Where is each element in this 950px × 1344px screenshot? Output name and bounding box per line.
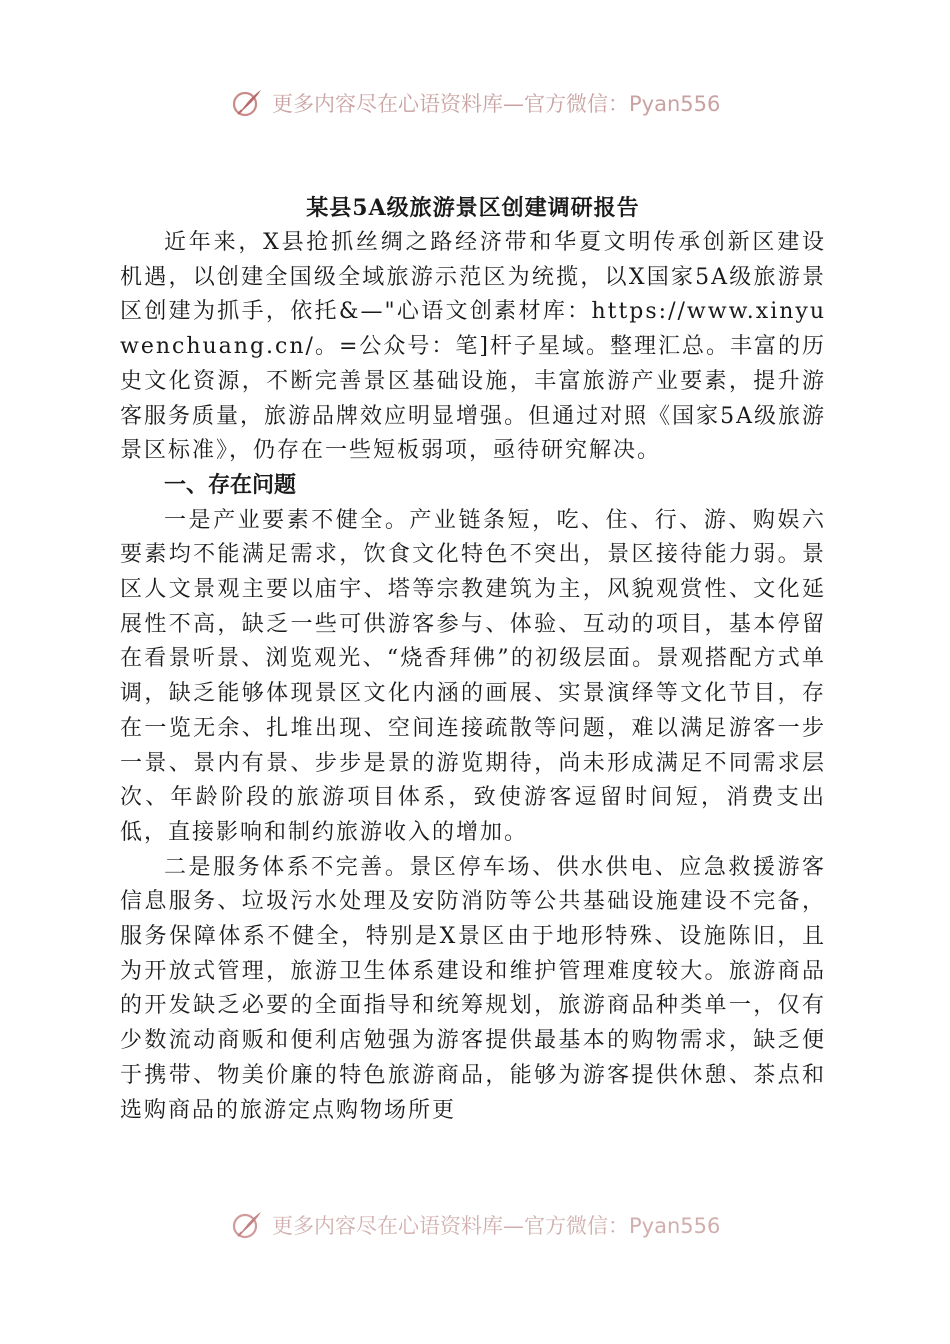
quill-logo-icon xyxy=(230,86,264,120)
intro-paragraph: 近年来，X县抢抓丝绸之路经济带和华夏文明传承创新区建设机遇，以创建全国级全域旅游示范区为统揽，以X国家5A级旅游景区创建为抓手，依托&—"心语文创素材库：https://www.xinyuwenchuang.cn/。=公众号：笔]杆子星域。整理汇总。丰富的历史文化资源，不断完善景区基础设施，丰富旅游产业要素，提升游客服务质量，旅游品牌效应明显增强。但通过对照《国家5A级旅游景区标准》，仍存在一些短板弱项，亟待研究解决。 xyxy=(120,230,826,464)
paragraph-industry-elements: 一是产业要素不健全。产业链条短，吃、住、行、游、购娱六要素均不能满足需求，饮食文化特色不突出，景区接待能力弱。景区人文景观主要以庙宇、塔等宗教建筑为主，风貌观赏性、文化延展性不高，缺乏一些可供游客参与、体验、互动的项目，基本停留在看景听景、浏览观光、“烧香拜佛”的初级层面。景观搭配方式单调，缺乏能够体现景区文化内涵的画展、实景演绎等文化节目，存在一览无余、扎堆出现、空间连接疏散等问题，难以满足游客一步一景、景内有景、步步是景的游览期待，尚未形成满足不同需求层次、年龄阶段的旅游项目体系，致使游客逗留时间短，消费支出低，直接影响和制约旅游收入的增加。 xyxy=(120,507,826,845)
watermark-header xyxy=(230,83,720,123)
page-title: 某县5A级旅游景区创建调研报告 xyxy=(306,195,640,221)
watermark-text: 更多内容尽在心语资料库—官方微信：Pyan556 xyxy=(272,92,721,116)
quill-logo-icon xyxy=(230,1208,264,1242)
watermark-text: 更多内容尽在心语资料库—官方微信：Pyan556 xyxy=(272,1214,721,1238)
section-heading: 一、存在问题 xyxy=(164,472,297,498)
watermark-footer xyxy=(230,1205,720,1245)
document-body xyxy=(120,190,826,1128)
paragraph-service-system: 二是服务体系不完善。景区停车场、供水供电、应急救援游客信息服务、垃圾污水处理及安防消防等公共基础设施建设不完备，服务保障体系不健全，特别是X景区由于地形特殊、设施陈旧，且为开放式管理，旅游卫生体系建设和维护管理难度较大。旅游商品的开发缺乏必要的全面指导和统筹规划，旅游商品种类单一，仅有少数流动商贩和便利店勉强为游客提供最基本的购物需求，缺乏便于携带、物美价廉的特色旅游商品，能够为游客提供休憩、茶点和选购商品的旅游定点购物场所更 xyxy=(120,854,826,1123)
